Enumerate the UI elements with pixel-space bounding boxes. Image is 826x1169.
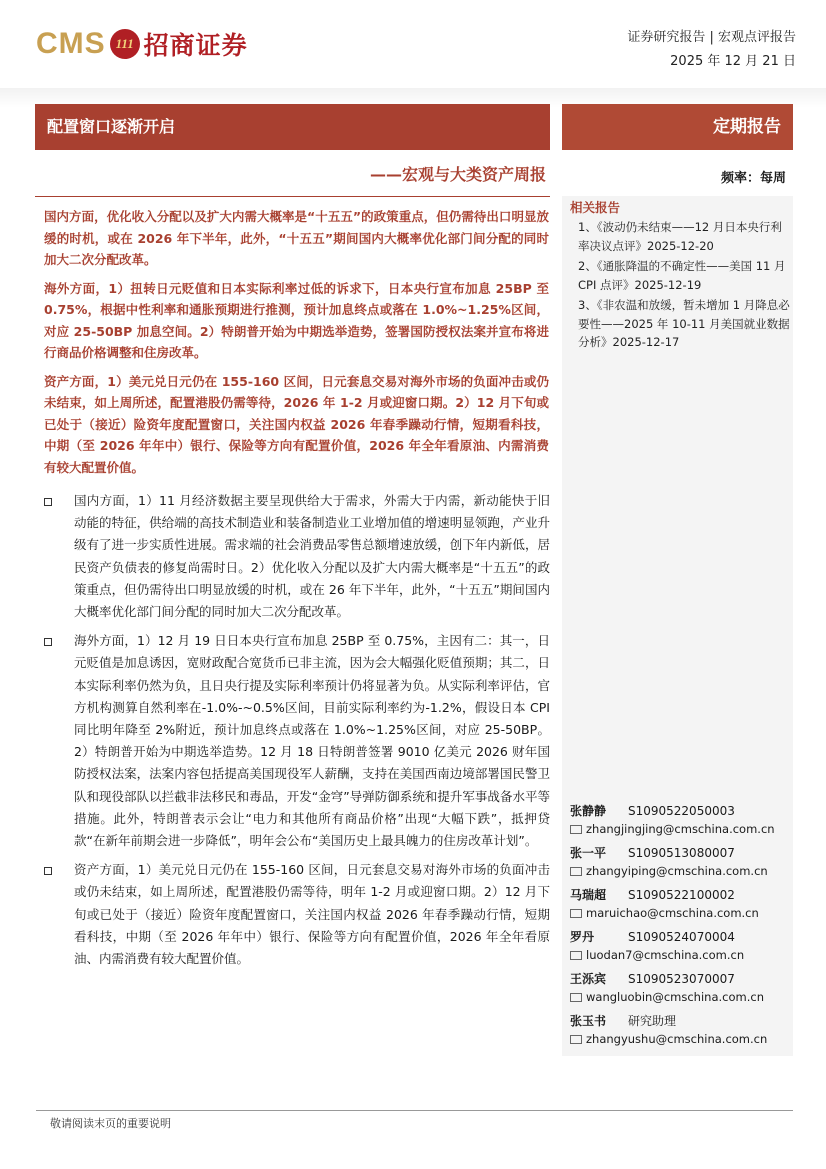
analyst-name: 王泺宾 <box>570 972 607 986</box>
mail-icon <box>570 909 582 918</box>
summary-section <box>44 206 549 485</box>
bullet-text: 资产方面，1）美元兑日元仍在 155-160 区间，日元套息交易对海外市场的负面冲击或仍未结束，如上周所述，配置港股仍需等待，明年 1-2 月或迎窗口期。2）12 月下旬或已处于（接近）险资年度配置窗口，关注国内权益 2026 年春季躁动行情，短期看科技，中期（至 2026 年年中）银行、保险等方向有配置价值，2026 年全年看原油、内需消费有较大配置价值。 <box>74 862 550 967</box>
related-list <box>570 218 792 352</box>
analyst-name: 张玉书 <box>570 1014 607 1028</box>
report-date: 2025 年 12 月 21 日 <box>670 54 796 69</box>
summary-paragraph: 国内方面，优化收入分配以及扩大内需大概率是“十五五”的政策重点，但仍需待出口明显放缓的时机，或在 2026 年下半年，此外，“十五五”期间国内大概率优化部门间分配的同时加大二次分配改革。 <box>44 209 549 267</box>
related-item[interactable]: 1、《波动仍未结束——12 月日本央行利率决议点评》2025-12-20 <box>578 220 782 253</box>
analyst-email[interactable]: luodan7@cmschina.com.cn <box>586 948 745 962</box>
summary-paragraph: 海外方面，1）扭转日元贬值和日本实际利率过低的诉求下，日本央行宣布加息 25BP 至 0.75%，根据中性利率和通胀预期进行推测，预计加息终点或落在 1.0%~1.25%区间，对应 25-50BP 加息空间。2）特朗普开始为中期选举造势，签署国防授权法案并宣布将进行商品价格调整和住房改革。 <box>44 280 549 360</box>
related-item[interactable]: 2、《通胀降温的不确定性——美国 11 月 CPI 点评》2025-12-19 <box>578 259 786 292</box>
footer-disclaimer: 敬请阅读末页的重要说明 <box>50 1117 171 1130</box>
company-logo <box>36 24 248 64</box>
analyst-name: 张静静 <box>570 804 607 818</box>
analyst-cert-id: 研究助理 <box>628 1014 677 1028</box>
footer-divider <box>36 1110 793 1111</box>
related-reports <box>570 198 792 354</box>
analyst-cert-id: S1090524070004 <box>628 930 735 944</box>
mail-icon <box>570 867 582 876</box>
mail-icon <box>570 951 582 960</box>
related-item[interactable]: 3、《非农温和放缓，暂未增加 1 月降息必要性——2025 年 10-11 月美国就业数据分析》2025-12-17 <box>578 298 790 349</box>
body-section <box>42 490 550 977</box>
title-divider <box>35 196 550 197</box>
logo-chinese: 招商证券 <box>143 31 248 60</box>
bullet-square-icon <box>44 638 52 646</box>
header-info <box>627 26 796 74</box>
analyst-name: 罗丹 <box>570 930 595 944</box>
bullet-text: 海外方面，1）12 月 19 日日本央行宣布加息 25BP 至 0.75%，主因有二：其一，日元贬值是加息诱因，宽财政配合宽货币已非主流，因为会大幅强化贬值预期；其二，日本实际利率仍然为负，且日央行提及实际利率预计仍将显著为负。从实际利率评估，官方机构测算自然利率在-1.0%-~0.5%区间，目前实际利率约为-1.2%，假设日本 CPI 同比明年降至 2%附近，预计加息终点或落在 1.0%~1.25%区间，对应 25-50BP。2）特朗普开始为中期选举造势。12 月 18 日特朗普签署 9010 亿美元 2026 财年国防授权法案，法案内容包括提高美国现役军人薪酬，支持在美国西南边境部署国民警卫队和现役部队以拦截非法移民和毒品，开发“金穹”导弹防御系统和提升军事战备水平等措施。此外，特朗普表示会让“电力和其他所有商品价格”出现“大幅下跌”，抵押贷款“在新年前期会进一步降低”，明年会公布“美国历史上最具魄力的住房改革计划”。 <box>74 633 550 849</box>
bullet-item <box>42 630 550 852</box>
bullet-item <box>42 859 550 970</box>
analyst-list <box>570 802 792 1054</box>
analyst-entry <box>570 886 792 922</box>
page-title: 配置窗口逐渐开启 <box>35 104 550 150</box>
analyst-email[interactable]: zhangyushu@cmschina.com.cn <box>586 1032 768 1046</box>
related-heading: 相关报告 <box>570 200 621 215</box>
summary-paragraph: 资产方面，1）美元兑日元仍在 155-160 区间，日元套息交易对海外市场的负面冲击或仍未结束，如上周所述，配置港股仍需等待，2026 年 1-2 月或迎窗口期。2）12 月下旬或已处于（接近）险资年度配置窗口，关注国内权益 2026 年春季躁动行情，短期看科技，中期（至 2026 年年中）银行、保险等方向有配置价值，2026 年全年看原油、内需消费有较大配置价值。 <box>44 373 549 475</box>
report-type: 证券研究报告 | 宏观点评报告 <box>627 30 796 45</box>
analyst-email[interactable]: zhangjingjing@cmschina.com.cn <box>586 822 775 836</box>
analyst-entry <box>570 970 792 1006</box>
logo-mark-icon: 111 <box>110 29 140 59</box>
bullet-item <box>42 490 550 623</box>
bullet-square-icon <box>44 498 52 506</box>
report-category-badge: 定期报告 <box>562 104 793 150</box>
analyst-entry <box>570 802 792 838</box>
mail-icon <box>570 993 582 1002</box>
analyst-name: 马瑞超 <box>570 888 607 902</box>
analyst-email[interactable]: maruichao@cmschina.com.cn <box>586 906 759 920</box>
analyst-entry <box>570 928 792 964</box>
mail-icon <box>570 825 582 834</box>
analyst-email[interactable]: zhangyiping@cmschina.com.cn <box>586 864 768 878</box>
analyst-cert-id: S1090513080007 <box>628 846 735 860</box>
analyst-entry <box>570 1012 792 1048</box>
mail-icon <box>570 1035 582 1044</box>
bullet-text: 国内方面，1）11 月经济数据主要呈现供给大于需求，外需大于内需，新动能快于旧动能的特征，供给端的高技术制造业和装备制造业工业增加值的增速明显领跑，产业升级有了进一步实质性进展。需求端的社会消费品零售总额增速放缓，创下年内新低，居民资产负债表的修复尚需时日。2）优化收入分配以及扩大内需大概率是“十五五”的政策重点，但仍需待出口明显放缓的时机，或在 26 年下半年，此外，“十五五”期间国内大概率优化部门间分配的同时加大二次分配改革。 <box>74 493 550 620</box>
analyst-entry <box>570 844 792 880</box>
subtitle: ——宏观与大类资产周报 <box>369 165 546 184</box>
bullet-square-icon <box>44 867 52 875</box>
analyst-cert-id: S1090523070007 <box>628 972 735 986</box>
analyst-cert-id: S1090522100002 <box>628 888 735 902</box>
frequency-label: 频率：每周 <box>720 171 786 186</box>
logo-latin: CMS <box>36 27 106 60</box>
analyst-cert-id: S1090522050003 <box>628 804 735 818</box>
analyst-email[interactable]: wangluobin@cmschina.com.cn <box>586 990 764 1004</box>
analyst-name: 张一平 <box>570 846 607 860</box>
